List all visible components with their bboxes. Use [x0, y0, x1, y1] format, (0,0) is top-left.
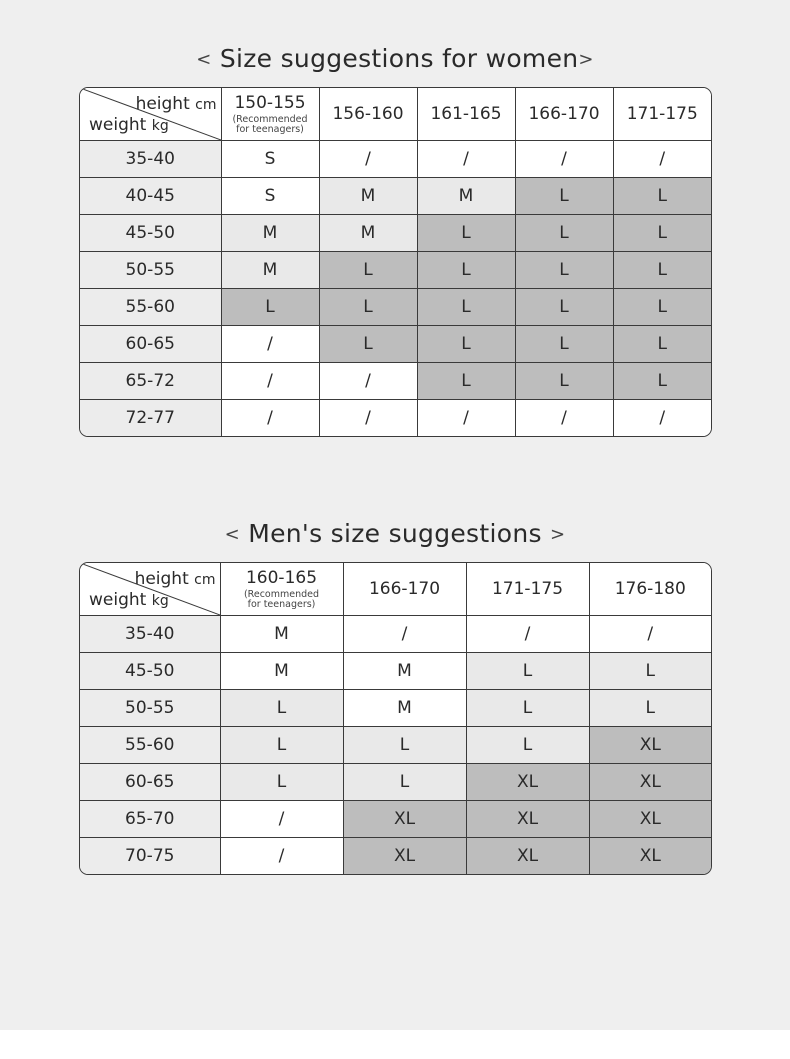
size-cell: L [515, 326, 613, 363]
weight-range-cell: 35-40 [80, 616, 220, 653]
size-cell: L [417, 363, 515, 400]
table-row [80, 801, 711, 838]
size-cell: L [417, 215, 515, 252]
corner-weight-label: weight kg [89, 590, 169, 610]
table-row [80, 215, 711, 252]
size-cell: M [319, 178, 417, 215]
bottom-strip [0, 1030, 790, 1059]
table-row [80, 178, 711, 215]
size-cell: L [466, 653, 589, 690]
size-cell: S [221, 141, 319, 178]
size-cell: XL [466, 764, 589, 801]
size-cell: XL [343, 838, 466, 875]
size-cell: / [221, 400, 319, 437]
header-row [80, 563, 711, 616]
size-cell: / [417, 141, 515, 178]
weight-range-cell: 55-60 [80, 289, 221, 326]
corner-cell [80, 88, 221, 141]
size-cell: L [613, 326, 711, 363]
size-cell: XL [589, 764, 711, 801]
height-header: 171-175 [466, 563, 589, 616]
size-cell: / [319, 363, 417, 400]
corner-weight-label: weight kg [89, 115, 169, 135]
size-cell: L [319, 289, 417, 326]
height-header: 166-170 [515, 88, 613, 141]
table-row [80, 141, 711, 178]
size-cell: M [220, 653, 343, 690]
weight-range-cell: 35-40 [80, 141, 221, 178]
size-cell: L [515, 178, 613, 215]
table-row [80, 764, 711, 801]
weight-range-cell: 60-65 [80, 764, 220, 801]
size-cell: XL [589, 801, 711, 838]
table-row [80, 653, 711, 690]
size-cell: M [417, 178, 515, 215]
height-header: 156-160 [319, 88, 417, 141]
table-row [80, 252, 711, 289]
size-cell: M [343, 653, 466, 690]
size-cell: XL [466, 838, 589, 875]
size-cell: L [220, 764, 343, 801]
women-section-title [0, 44, 790, 73]
size-cell: M [319, 215, 417, 252]
size-cell: L [613, 252, 711, 289]
height-header: 160-165 (Recommended for teenagers) [220, 563, 343, 616]
size-cell: XL [343, 801, 466, 838]
size-cell: L [466, 727, 589, 764]
size-cell: / [220, 838, 343, 875]
weight-range-cell: 50-55 [80, 252, 221, 289]
size-cell: / [221, 363, 319, 400]
weight-range-cell: 55-60 [80, 727, 220, 764]
size-cell: L [343, 727, 466, 764]
size-cell: M [221, 215, 319, 252]
size-cell: L [613, 215, 711, 252]
size-cell: / [220, 801, 343, 838]
height-header: 161-165 [417, 88, 515, 141]
corner-cell [80, 563, 220, 616]
weight-range-cell: 65-70 [80, 801, 220, 838]
size-cell: S [221, 178, 319, 215]
size-cell: XL [589, 838, 711, 875]
men-title-text: Men's size suggestions [248, 519, 542, 548]
size-cell: L [417, 252, 515, 289]
size-cell: L [515, 215, 613, 252]
women-size-table [79, 87, 712, 437]
size-cell: L [613, 363, 711, 400]
table-row [80, 727, 711, 764]
size-cell: / [589, 616, 711, 653]
size-cell: L [515, 363, 613, 400]
size-cell: L [515, 289, 613, 326]
size-cell: L [589, 690, 711, 727]
size-cell: / [343, 616, 466, 653]
women-title-text: Size suggestions for women [219, 44, 579, 73]
size-cell: L [515, 252, 613, 289]
weight-range-cell: 40-45 [80, 178, 221, 215]
size-cell: / [221, 326, 319, 363]
size-cell: M [220, 616, 343, 653]
size-cell: L [417, 289, 515, 326]
size-cell: M [343, 690, 466, 727]
size-cell: / [319, 141, 417, 178]
weight-range-cell: 45-50 [80, 215, 221, 252]
table-row [80, 400, 711, 437]
weight-range-cell: 65-72 [80, 363, 221, 400]
table-row [80, 838, 711, 875]
title-close-bracket: > [550, 524, 566, 545]
size-cell: L [613, 178, 711, 215]
size-cell: / [515, 400, 613, 437]
size-cell: L [417, 326, 515, 363]
header-row [80, 88, 711, 141]
table-row [80, 289, 711, 326]
height-header: 171-175 [613, 88, 711, 141]
height-header: 166-170 [343, 563, 466, 616]
men-section-title [0, 519, 790, 548]
size-cell: L [319, 252, 417, 289]
men-size-table [79, 562, 712, 875]
size-cell: XL [466, 801, 589, 838]
size-cell: / [466, 616, 589, 653]
size-cell: L [589, 653, 711, 690]
weight-range-cell: 50-55 [80, 690, 220, 727]
table-row [80, 690, 711, 727]
size-cell: L [221, 289, 319, 326]
size-cell: L [319, 326, 417, 363]
table-row [80, 363, 711, 400]
size-cell: L [220, 727, 343, 764]
size-cell: L [613, 289, 711, 326]
height-header: 150-155 (Recommended for teenagers) [221, 88, 319, 141]
size-cell: XL [589, 727, 711, 764]
weight-range-cell: 70-75 [80, 838, 220, 875]
title-close-bracket: > [578, 49, 594, 70]
size-cell: / [319, 400, 417, 437]
size-cell: L [343, 764, 466, 801]
corner-height-label: height cm [135, 94, 217, 114]
table-row [80, 326, 711, 363]
size-cell: / [515, 141, 613, 178]
height-header: 176-180 [589, 563, 711, 616]
weight-range-cell: 72-77 [80, 400, 221, 437]
size-cell: / [613, 141, 711, 178]
size-cell: L [220, 690, 343, 727]
weight-range-cell: 60-65 [80, 326, 221, 363]
table-row [80, 616, 711, 653]
title-open-bracket: < [196, 49, 212, 70]
size-cell: L [466, 690, 589, 727]
size-cell: / [613, 400, 711, 437]
corner-height-label: height cm [134, 569, 216, 589]
weight-range-cell: 45-50 [80, 653, 220, 690]
size-cell: / [417, 400, 515, 437]
title-open-bracket: < [224, 524, 240, 545]
size-cell: M [221, 252, 319, 289]
